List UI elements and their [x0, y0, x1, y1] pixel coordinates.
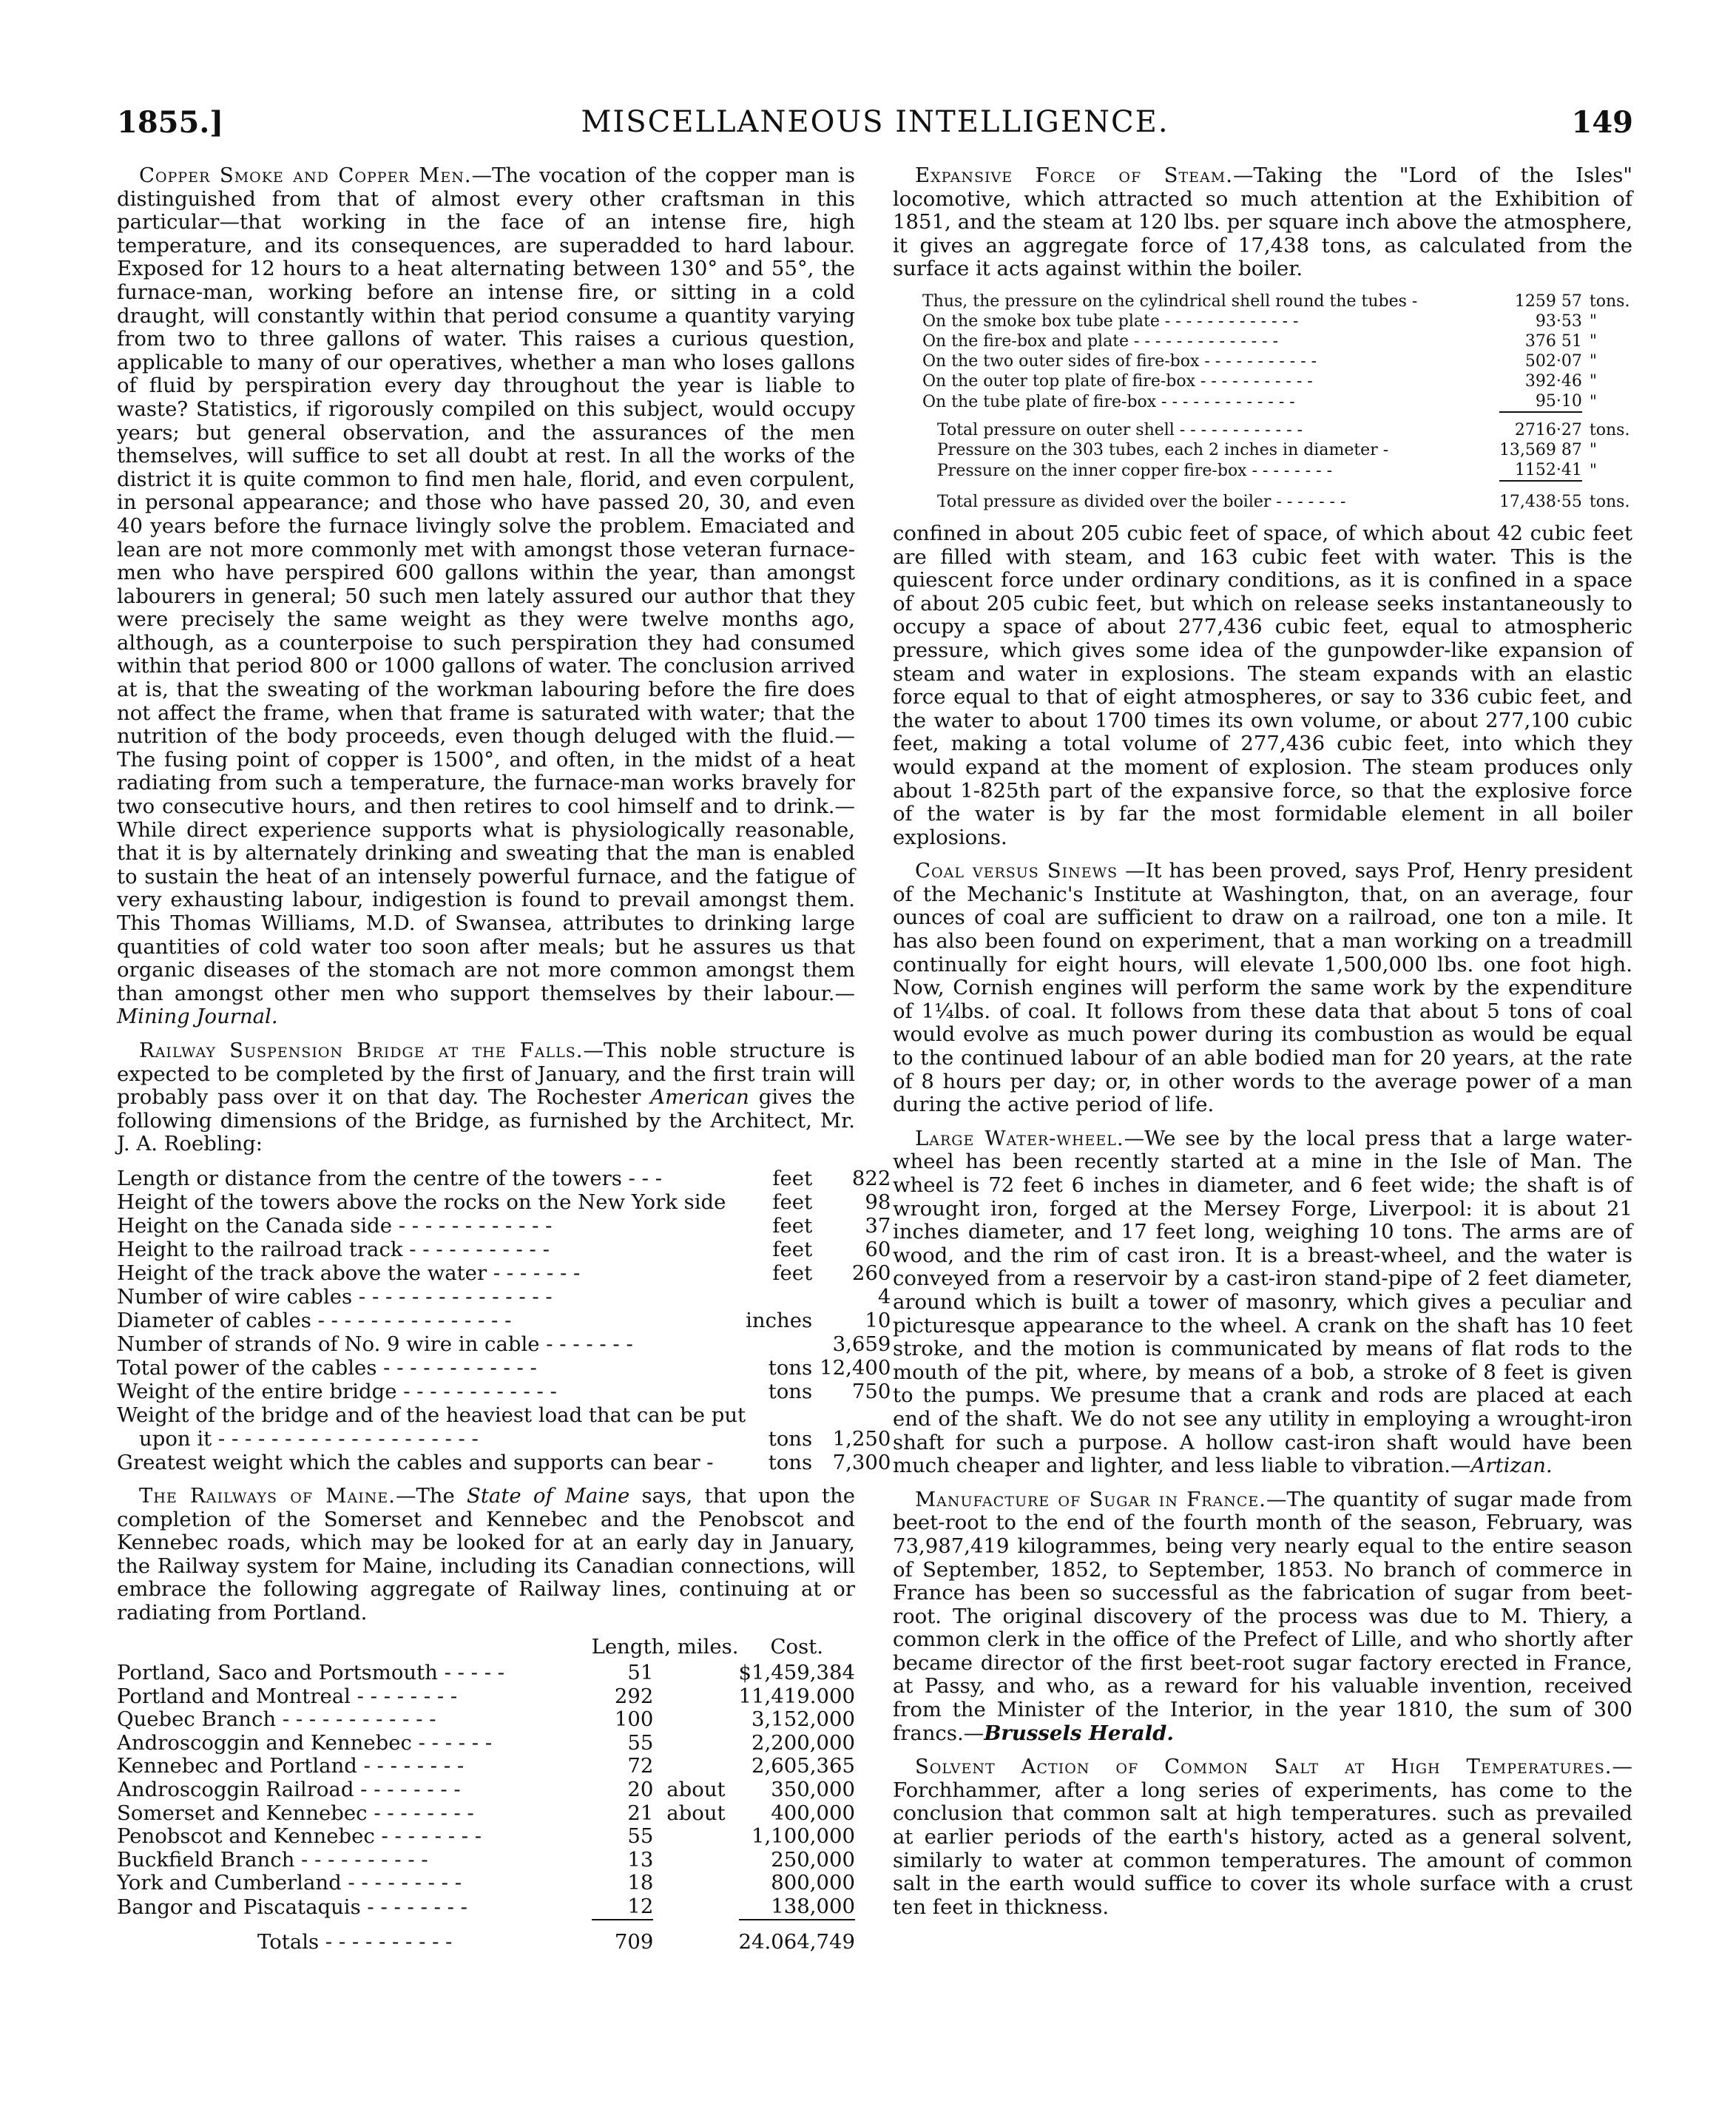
- row-unit: ": [1589, 392, 1598, 411]
- row-value: 392·46: [1524, 371, 1582, 391]
- bridge-dimensions-table: [117, 1167, 891, 1474]
- railway-about: [653, 1825, 738, 1849]
- totals-value: 17,438·55: [1499, 492, 1582, 511]
- article-coal: [893, 860, 1632, 1117]
- row-label: Greatest weight which the cables and supports can bear -: [117, 1450, 714, 1474]
- column-header-length: Length, miles.: [591, 1634, 739, 1659]
- article-body: —Forchhammer, after a long series of experiments, has come to the conclusion that common salt at high temperatures. such as prevailed at earlier periods of the earth's history, acted as a general solvent, similarly to water at common temperatures. The amount of common salt in the earth would suffice to cover its whole surface with a crust ten feet in thickness.: [893, 1755, 1632, 1919]
- row-label: upon it - - - - - - - - - - - - - - - - - - - -: [139, 1426, 479, 1451]
- table-row: [117, 1451, 891, 1474]
- row-unit: feet: [772, 1261, 813, 1285]
- article-title: Manufacture of Sugar in France.: [915, 1487, 1267, 1511]
- article-body: says, that upon the completion of the Somerset and Kennebec and the Penobscot and Kennebec roads, which may be looked for at an early day in January, the Railway system for Maine, including its Canadian connections, will embrace the following aggregate of Railway lines, continuing at or radiating from Portland.: [117, 1483, 855, 1625]
- railway-length: 292: [614, 1684, 654, 1708]
- row-value: 1259 57: [1514, 291, 1582, 311]
- railway-about: about: [666, 1801, 726, 1825]
- railway-about: [653, 1732, 738, 1755]
- article-body: —Taking the "Lord of the Isles" locomotive, which attracted so much attention at the Exhibition of 1851, and the steam at 120 lbs. per square inch above the atmosphere, it gives an aggregate force of 17,438 tons, as calculated from the surface it acts against within the boiler.: [893, 163, 1632, 281]
- table-row: [117, 1332, 891, 1356]
- table-header-row: [117, 1636, 855, 1662]
- article-sugar: [893, 1488, 1632, 1746]
- row-value: 10: [865, 1308, 891, 1332]
- railway-cost: 800,000: [771, 1871, 855, 1895]
- page-number: 149: [1571, 105, 1633, 140]
- railway-name: Kennebec and Portland - - - - - - - -: [117, 1755, 465, 1778]
- row-unit: tons: [768, 1426, 813, 1451]
- railway-name: Androscoggin Railroad - - - - - - - -: [117, 1778, 461, 1802]
- railway-cost: 350,000: [771, 1778, 855, 1802]
- table-row: [922, 440, 1632, 460]
- row-unit: tons.: [1589, 420, 1630, 439]
- table-row: [117, 1356, 891, 1380]
- row-value: 37: [865, 1213, 891, 1238]
- article-title: Solvent Action of Common Salt at High Temperatures.: [915, 1755, 1612, 1779]
- article-steam: [893, 164, 1632, 281]
- row-unit: ": [1589, 461, 1598, 480]
- table-row: [922, 351, 1632, 371]
- article-source: Mining Journal.: [117, 1005, 278, 1029]
- row-label: Height on the Canada side - - - - - - - - - - - -: [117, 1213, 553, 1238]
- article-body: —This noble structure is expected to be completed by the first of January, and the first train will probably pass over it on that day. The Rochester: [117, 1038, 855, 1110]
- railway-cost: 250,000: [771, 1847, 855, 1872]
- pressure-table: [922, 291, 1632, 512]
- article-title: Large Water-wheel.: [915, 1126, 1124, 1150]
- railway-about: [653, 1755, 738, 1778]
- totals-row: [922, 481, 1632, 512]
- row-value: 60: [865, 1237, 891, 1261]
- article-title: Coal versus Sinews: [915, 859, 1118, 883]
- railway-length: 13: [627, 1847, 654, 1872]
- article-title: Expansive Force of Steam.: [915, 163, 1233, 187]
- railway-cost: 1,100,000: [752, 1824, 855, 1849]
- table-row: [117, 1778, 855, 1802]
- table-row: [117, 1685, 855, 1709]
- railway-cost: 3,152,000: [752, 1707, 855, 1732]
- table-row: [117, 1802, 855, 1826]
- table-row: [117, 1825, 855, 1849]
- row-unit: inches: [746, 1308, 813, 1332]
- table-row: [117, 1755, 855, 1778]
- row-label: Thus, the pressure on the cylindrical shell round the tubes -: [922, 291, 1418, 311]
- row-label: Number of strands of No. 9 wire in cable - - - - - - -: [117, 1332, 633, 1356]
- row-value: [820, 1403, 891, 1427]
- table-row: [117, 1167, 891, 1190]
- railway-cost: 400,000: [771, 1801, 855, 1825]
- running-header: [117, 105, 1633, 149]
- row-value: 822: [851, 1166, 891, 1190]
- row-unit: tons: [768, 1379, 813, 1403]
- article-title: The Railways of Maine.: [139, 1483, 396, 1508]
- left-column: [117, 163, 891, 1954]
- row-label: Height of the track above the water - - - - - - -: [117, 1261, 581, 1285]
- row-value: 93·53: [1535, 311, 1582, 331]
- row-label: Weight of the entire bridge - - - - - - - - - - - -: [117, 1379, 557, 1403]
- row-unit: ": [1589, 371, 1598, 391]
- table-row: [117, 1285, 891, 1309]
- article-maine: [117, 1485, 855, 1625]
- row-value: 376 51: [1524, 331, 1582, 351]
- row-unit: tons: [768, 1355, 813, 1380]
- right-column: [893, 164, 1632, 1919]
- article-bridge: [117, 1039, 855, 1156]
- row-value: 7,300: [832, 1450, 891, 1474]
- article-salt: [893, 1755, 1632, 1919]
- table-row: [922, 291, 1632, 311]
- railway-about: [653, 1685, 738, 1709]
- row-unit: [746, 1285, 820, 1309]
- row-label: Height of the towers above the rocks on the New York side: [117, 1190, 726, 1214]
- row-label: Number of wire cables - - - - - - - - - - - - - - -: [117, 1284, 553, 1309]
- railway-name: York and Cumberland - - - - - - - - -: [117, 1872, 462, 1895]
- railway-length: 21: [627, 1801, 654, 1825]
- railway-cost: 138,000: [771, 1895, 855, 1919]
- article-body: —The vocation of the copper man is distinguished from that of almost every other craftsman in this particular—that working in the face of an intense fire, high temperature, and its consequences, are superadded to hard labour. Exposed for 12 hours to a heat alternating between 130° and 55°, the furnace-man, working before an intense fire, or sitting in a cold draught, will constantly within that period consume a quantity varying from two to three gallons of water. This raises a curious question, applicable to many of our operatives, whether a man who loses gallons of fluid by perspiration every day throughout the year is liable to waste? Statistics, if rigorously compiled on this subject, would occupy years; but general observation, and the assurances of the men themselves, will suffice to set all doubt at rest. In all the works of the district it is quite common to find men hale, florid, and even corpulent, in personal appearance; and those who have passed 20, 30, and even 40 years before the furnace livingly solve the problem. Emaciated and lean are not more commonly met with amongst those veteran furnace-men who have perspired 600 gallons within the year, than amongst labourers in general; 50 such men lately assured our author that they were precisely the same weight as they were twelve months ago, although, as a counterpoise to such perspiration they had consumed within that period 800 or 1000 gallons of water. The conclusion arrived at is, that the sweating of the workman labouring before the fire does not affect the frame, when that frame is saturated with water; that the nutrition of the body proceeds, even though deluged with the fluid.—The fusing point of copper is 1500°, and often, in the midst of a heat radiating from such a temperature, the furnace-man works bravely for two consecutive hours, and then retires to cool himself and to drink.—While direct experience supports what is physiologically reasonable, that it is by alternately drinking and sweating that the man is enabled to sustain the heat of an intensely powerful furnace, and the fatigue of very exhausting labour, indigestion is found to prevail amongst them. This Thomas Williams, M.D. of Swansea, attributes to drinking large quantities of cold water too soon after meals; but he assures us that organic diseases of the stomach are not more common amongst them than amongst other men who support themselves by their labour.—: [117, 163, 855, 1005]
- article-body: —The quantity of sugar made from beet-root to the end of the fourth month of the season, February, was 73,987,419 kilogrammes, being very nearly equal to the entire season of September, 1852, to September, 1853. No branch of commerce in France has been so successful as the fabrication of sugar from beet-root. The original discovery of the process was due to M. Thiery, a common clerk in the office of the Prefect of Lille, and who shortly after became director of the first beet-root sugar factory erected in France, at Passy, and who, as a reward for his valuable invention, received from the Minister of the Interior, in the year 1810, the sum of 300 francs.—: [893, 1487, 1633, 1745]
- newspaper-name: American: [650, 1085, 749, 1110]
- row-label: On the smoke box tube plate - - - - - - - - - - - - -: [922, 311, 1299, 331]
- totals-label: Total pressure as divided over the boiler - - - - - - -: [937, 492, 1346, 511]
- railway-length: 100: [614, 1707, 654, 1732]
- railway-length: 55: [627, 1730, 654, 1755]
- railway-about: [653, 1872, 738, 1895]
- table-row: [117, 1403, 891, 1427]
- row-unit: ": [1589, 440, 1598, 459]
- table-row: [922, 460, 1632, 481]
- article-copper: [117, 164, 855, 1029]
- row-value: 3,659: [832, 1332, 891, 1356]
- railway-cost: 11,419.000: [738, 1684, 855, 1708]
- railway-name: Quebec Branch - - - - - - - - - - - -: [117, 1708, 436, 1732]
- table-row: [922, 391, 1632, 412]
- table-row: [117, 1427, 891, 1451]
- row-unit: feet: [772, 1166, 813, 1190]
- row-label: Height to the railroad track - - - - - - - - - - -: [117, 1237, 550, 1261]
- table-row: [117, 1238, 891, 1261]
- header-title: MISCELLANEOUS INTELLIGENCE.: [581, 105, 1169, 139]
- row-label: Length or distance from the centre of the towers - - -: [117, 1166, 662, 1190]
- totals-length: 709: [592, 1920, 654, 1954]
- railway-name: Portland and Montreal - - - - - - - -: [117, 1684, 458, 1708]
- article-title: Railway Suspension Bridge at the Falls.: [139, 1038, 584, 1062]
- railway-name: Buckfield Branch - - - - - - - - - -: [117, 1848, 428, 1872]
- railway-length: 12: [627, 1895, 654, 1919]
- row-label: On the tube plate of fire-box - - - - - - - - - - - - -: [922, 392, 1295, 411]
- totals-label: Totals - - - - - - - - - -: [257, 1929, 453, 1954]
- railway-table: [117, 1636, 855, 1954]
- article-body: gives the following dimensions of the Bridge, as furnished by the Architect, Mr. J. A. Roebling:: [117, 1085, 855, 1156]
- railway-length: 55: [627, 1824, 654, 1849]
- railway-about: [653, 1895, 738, 1920]
- row-unit: ": [1589, 351, 1598, 371]
- totals-row: [117, 1920, 855, 1954]
- row-unit: feet: [772, 1237, 813, 1261]
- table-row: [117, 1214, 891, 1238]
- article-source: Brussels Herald.: [984, 1721, 1174, 1745]
- table-row: [922, 412, 1632, 440]
- row-unit: ": [1589, 331, 1598, 351]
- railway-length: 18: [627, 1871, 654, 1895]
- railway-about: [653, 1708, 738, 1732]
- table-row: [117, 1895, 855, 1920]
- row-label: Pressure on the inner copper fire-box - - - - - - - -: [937, 461, 1333, 480]
- row-value: 750: [851, 1379, 891, 1403]
- row-value: 1152·41: [1499, 460, 1582, 481]
- railway-cost: $1,459,384: [738, 1661, 855, 1685]
- header-year: 1855.]: [117, 105, 224, 140]
- railway-name: Androscoggin and Kennebec - - - - - -: [117, 1731, 493, 1755]
- railway-length: 51: [627, 1661, 654, 1685]
- row-value: 4: [877, 1284, 891, 1309]
- article-water-wheel: [893, 1127, 1632, 1478]
- table-row: [117, 1309, 891, 1332]
- table-row: [117, 1190, 891, 1214]
- row-value: 95·10: [1499, 391, 1582, 412]
- railway-about: about: [666, 1778, 726, 1802]
- railway-cost: 2,200,000: [752, 1730, 855, 1755]
- railway-length: 20: [627, 1778, 654, 1802]
- table-row: [117, 1261, 891, 1285]
- row-value: 12,400: [820, 1355, 891, 1380]
- table-row: [117, 1872, 855, 1895]
- totals-unit: tons.: [1589, 492, 1630, 511]
- railway-cost: 2,605,365: [752, 1754, 855, 1778]
- row-label: Weight of the bridge and of the heaviest load that can be put: [117, 1403, 746, 1427]
- row-label: Pressure on the 303 tubes, each 2 inches in diameter -: [937, 440, 1389, 459]
- row-label: On the fire-box and plate - - - - - - - - - - - - - -: [922, 331, 1279, 351]
- row-value: 2716·27: [1514, 420, 1582, 439]
- row-unit: [746, 1403, 820, 1427]
- row-unit: tons.: [1589, 291, 1630, 311]
- row-value: 502·07: [1524, 351, 1582, 371]
- railway-length: 72: [627, 1754, 654, 1778]
- article-steam-continued: confined in about 205 cubic feet of space, of which about 42 cubic feet are filled with steam, and 163 cubic feet with water. This is the quiescent force under ordinary conditions, as it is confined in a space of about 205 cubic feet, but which on release seeks instantaneously to occupy a space of about 277,436 cubic feet, equal to atmospheric pressure, which gives some idea of the gunpowder-like expansion of steam and water in explosions. The steam expands with an elastic force equal to that of eight atmospheres, or say to 336 cubic feet, and the water to about 1700 times its own volume, or about 277,100 cubic feet, making a total volume of 277,436 cubic feet, into which they would expand at the moment of explosion. The steam produces only about 1-825th part of the expansive force, so that the explosive force of the water is by far the most formidable element in all boiler explosions.: [893, 521, 1632, 849]
- row-value: 1,250: [832, 1426, 891, 1451]
- article-title: Copper Smoke and Copper Men.: [139, 163, 472, 187]
- railway-name: Portland, Saco and Portsmouth - - - - -: [117, 1662, 505, 1685]
- railway-about: [653, 1849, 738, 1872]
- article-body: —The: [395, 1483, 467, 1508]
- newspaper-name: State of Maine: [467, 1483, 630, 1508]
- railway-about: [653, 1662, 738, 1685]
- article-body: —It has been proved, says Prof, Henry president of the Mechanic's Institute at Washington, that, on an average, four ounces of coal are sufficient to draw on a railroad, one ton a mile. It has also been found on experiment, that a man working on a treadmill continually for eight hours, will elevate 1,500,000 lbs. one foot high. Now, Cornish engines will perform the same work by the expenditure of 1¼lbs. of coal. It follows from these data that about 5 tons of coal would evolve as much power during its combustion as would be equal to the continued labour of an able bodied man for 20 years, at the rate of 8 hours per day; or, in other words to the average power of a man during the active period of life.: [893, 859, 1633, 1117]
- railway-name: Bangor and Piscataquis - - - - - - - -: [117, 1895, 467, 1920]
- row-label: Total power of the cables - - - - - - - - - - - -: [117, 1355, 537, 1380]
- row-unit: feet: [772, 1190, 813, 1214]
- table-row: [922, 311, 1632, 331]
- row-value: 13,569 87: [1499, 440, 1582, 459]
- row-label: Total pressure on outer shell - - - - - - - - - - - -: [937, 420, 1303, 439]
- row-unit: ": [1589, 311, 1598, 331]
- row-label: On the two outer sides of fire-box - - - - - - - - - - -: [922, 351, 1317, 371]
- article-body: —We see by the local press that a large water-wheel has been recently started at a mine in the Isle of Man. The wheel is 72 feet 6 inches in diameter, and 6 feet wide; the shaft is of wrought iron, forged at the Mersey Forge, Liverpool: it is about 21 inches diameter, and 17 feet long, weighing 10 tons. The arms are of wood, and the rim of cast iron. It is a breast-wheel, and the water is conveyed from a reservoir by a cast-iron stand-pipe of 2 feet diameter, around which is built a tower of masonry, which gives a peculiar and picturesque appearance to the wheel. A crank on the shaft has 10 feet stroke, and the motion is communicated by means of flat rods to the mouth of the pit, where, by means of a bob, a stroke of 8 feet is given to the pumps. We presume that a crank and rods are placed at each end of the shaft. We do not see any utility in employing a wrought-iron shaft for such a purpose. A hollow cast-iron shaft would have been much cheaper and lighter, and less liable to vibration.—: [893, 1126, 1632, 1478]
- table-row: [117, 1732, 855, 1755]
- column-header-cost: Cost.: [770, 1634, 824, 1659]
- row-value: 260: [851, 1261, 891, 1285]
- table-row: [117, 1849, 855, 1872]
- table-row: [922, 331, 1632, 351]
- totals-cost: 24.064,749: [739, 1920, 855, 1954]
- table-row: [117, 1662, 855, 1685]
- table-row: [117, 1380, 891, 1403]
- row-value: 98: [865, 1190, 891, 1214]
- table-row: [922, 371, 1632, 391]
- row-unit: tons: [768, 1450, 813, 1474]
- railway-name: Penobscot and Kennebec - - - - - - - -: [117, 1825, 482, 1849]
- table-row: [117, 1708, 855, 1732]
- row-unit: feet: [772, 1213, 813, 1238]
- article-source: Artizan.: [1470, 1454, 1553, 1478]
- railway-name: Somerset and Kennebec - - - - - - - -: [117, 1801, 474, 1825]
- row-label: Diameter of cables - - - - - - - - - - - - - - -: [117, 1308, 512, 1332]
- row-label: On the outer top plate of fire-box - - - - - - - - - - -: [922, 371, 1313, 391]
- row-unit: [746, 1332, 820, 1356]
